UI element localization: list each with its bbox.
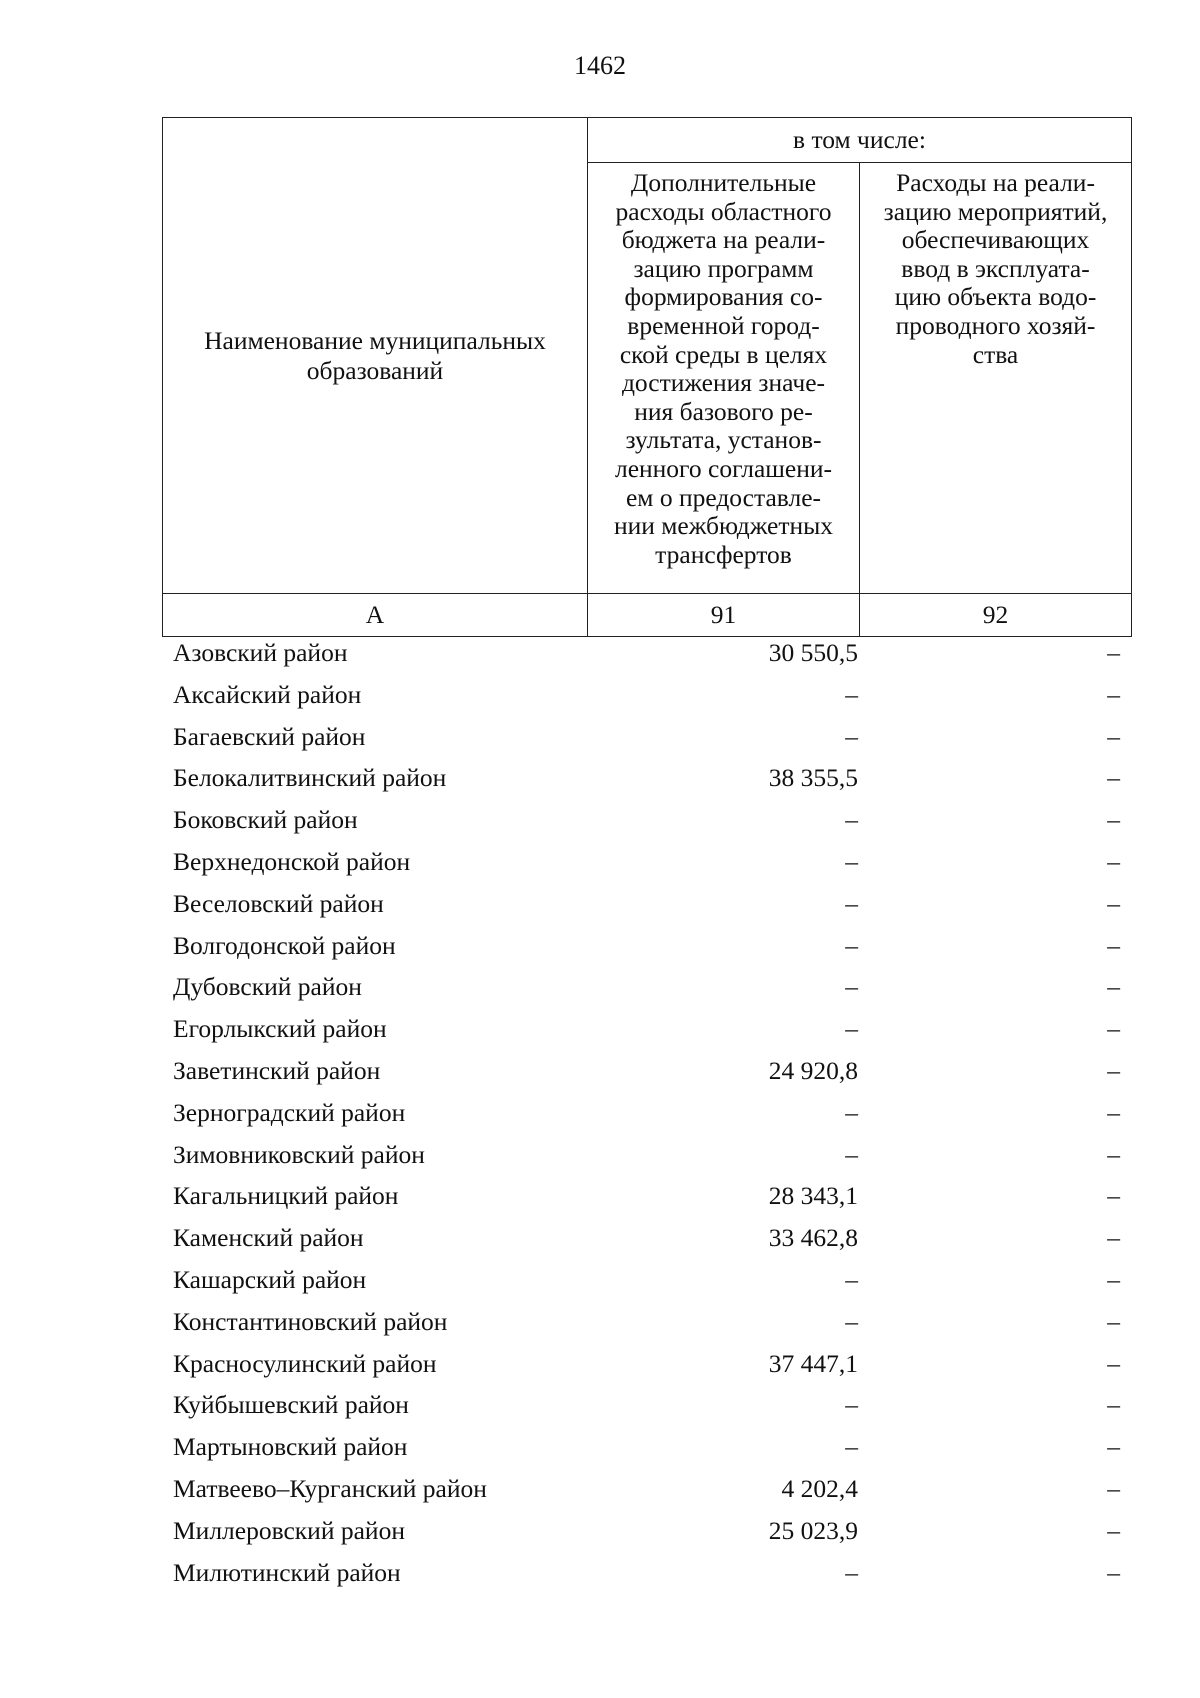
value-col-91: 24 920,8	[768, 1055, 858, 1085]
value-col-92: –	[1107, 1473, 1120, 1503]
municipality-name: Боковский район	[173, 805, 358, 835]
header-line: ленного соглашени-	[614, 453, 833, 483]
value-col-92: –	[1107, 1348, 1120, 1378]
column-index-91: 91	[588, 594, 860, 637]
value-col-92: –	[1107, 679, 1120, 709]
value-col-91: –	[845, 930, 858, 960]
value-col-91: 28 343,1	[768, 1181, 858, 1211]
value-col-92: –	[1107, 763, 1120, 793]
value-col-91: 4 202,4	[781, 1473, 858, 1503]
value-col-91: 37 447,1	[768, 1348, 858, 1378]
municipality-name: Красносулинский район	[173, 1348, 437, 1378]
value-col-91: –	[845, 679, 858, 709]
value-col-91: –	[845, 846, 858, 876]
municipality-name: Волгодонской район	[173, 930, 396, 960]
municipality-name: Милютинский район	[173, 1557, 401, 1587]
table-row	[162, 1008, 1130, 1050]
table-row	[162, 674, 1130, 716]
value-col-92: –	[1107, 1139, 1120, 1169]
value-col-91: –	[845, 1390, 858, 1420]
table-row	[162, 1468, 1130, 1510]
table-row	[162, 1092, 1130, 1134]
table-body	[162, 632, 1130, 1593]
value-col-91: –	[845, 1014, 858, 1044]
column-index-92: 92	[860, 594, 1132, 637]
municipality-name: Багаевский район	[173, 721, 366, 751]
value-col-92: –	[1107, 1181, 1120, 1211]
header-line: обеспечивающих	[901, 225, 1090, 255]
table-row	[162, 1259, 1130, 1301]
table-row	[162, 966, 1130, 1008]
value-col-92: –	[1107, 638, 1120, 667]
municipality-name: Зерноградский район	[173, 1097, 406, 1127]
table-row	[162, 1343, 1130, 1385]
header-line: ской среды в целях	[619, 339, 828, 369]
municipality-name: Каменский район	[173, 1223, 364, 1253]
municipality-name: Матвеево–Курганский район	[173, 1473, 487, 1503]
value-col-91: –	[845, 805, 858, 835]
header-line: зацию программ	[633, 253, 814, 283]
value-col-92: –	[1107, 1432, 1120, 1462]
table-row	[162, 632, 1130, 674]
municipality-name-header	[163, 118, 588, 594]
column-92-header-lines	[860, 169, 1131, 369]
municipality-name: Дубовский район	[173, 972, 362, 1002]
header-line: зацию мероприятий,	[883, 196, 1108, 226]
value-col-91: 25 023,9	[768, 1515, 858, 1545]
table-row	[162, 841, 1130, 883]
municipality-name: Кашарский район	[173, 1264, 367, 1294]
header-line: ввод в эксплуата-	[901, 253, 1090, 283]
column-index-a: А	[163, 594, 588, 637]
municipality-name: Куйбышевский район	[173, 1390, 409, 1420]
table-row	[162, 1552, 1130, 1594]
municipality-name: Азовский район	[173, 638, 348, 667]
value-col-92: –	[1107, 1223, 1120, 1253]
municipality-name: Мартыновский район	[173, 1432, 408, 1462]
municipality-name: Верхнедонской район	[173, 846, 411, 876]
table-row	[162, 1217, 1130, 1259]
table-row	[162, 1050, 1130, 1092]
value-col-92: –	[1107, 888, 1120, 918]
table-header	[162, 117, 1132, 637]
table-row	[162, 799, 1130, 841]
header-line: цию объекта водо-	[894, 282, 1097, 312]
value-col-92: –	[1107, 805, 1120, 835]
value-col-91: –	[845, 721, 858, 751]
value-col-91: 30 550,5	[768, 638, 858, 667]
value-col-92: –	[1107, 972, 1120, 1002]
header-line: Дополнительные	[630, 168, 817, 197]
column-91-header	[588, 163, 860, 594]
header-line: проводного хозяй-	[895, 310, 1096, 340]
header-line: расходы областного	[615, 196, 832, 226]
municipality-name: Константиновский район	[173, 1306, 448, 1336]
header-line: ства	[972, 339, 1019, 369]
table-row	[162, 716, 1130, 758]
value-col-91: –	[845, 1139, 858, 1169]
value-col-91: –	[845, 888, 858, 918]
table-row	[162, 925, 1130, 967]
value-col-92: –	[1107, 1264, 1120, 1294]
value-col-91: 33 462,8	[768, 1223, 858, 1253]
municipality-name-header-text: Наименование муниципальных образований	[204, 325, 546, 385]
table-row	[162, 757, 1130, 799]
value-col-92: –	[1107, 1055, 1120, 1085]
table-row	[162, 1175, 1130, 1217]
including-header: в том числе:	[588, 118, 1132, 163]
municipality-name: Заветинский район	[173, 1055, 381, 1085]
table-row	[162, 883, 1130, 925]
municipality-name: Веселовский район	[173, 888, 384, 918]
municipality-name: Зимовниковский район	[173, 1139, 425, 1169]
value-col-92: –	[1107, 1515, 1120, 1545]
header-line: Расходы на реали-	[896, 168, 1095, 197]
value-col-92: –	[1107, 1306, 1120, 1336]
header-line: ем о предоставле-	[625, 482, 822, 512]
table-row	[162, 1384, 1130, 1426]
table-row	[162, 1301, 1130, 1343]
value-col-91: –	[845, 972, 858, 1002]
header-line: достижения значе-	[621, 368, 826, 398]
value-col-92: –	[1107, 1097, 1120, 1127]
municipality-name: Кагальницкий район	[173, 1181, 399, 1211]
table-row	[162, 1510, 1130, 1552]
municipality-name: Егорлыкский район	[173, 1014, 387, 1044]
value-col-92: –	[1107, 1014, 1120, 1044]
value-col-92: –	[1107, 721, 1120, 751]
value-col-91: 38 355,5	[768, 763, 858, 793]
header-line: формирования со-	[624, 282, 823, 312]
value-col-91: –	[845, 1557, 858, 1587]
header-line: трансфертов	[655, 539, 792, 569]
table-row	[162, 1426, 1130, 1468]
value-col-92: –	[1107, 846, 1120, 876]
header-line: ния базового ре-	[634, 396, 813, 426]
column-92-header	[860, 163, 1132, 594]
header-line: нии межбюджетных	[613, 511, 834, 541]
municipality-name: Белокалитвинский район	[173, 763, 447, 793]
page-number: 1462	[574, 51, 626, 80]
column-91-header-lines	[588, 169, 859, 569]
value-col-91: –	[845, 1432, 858, 1462]
municipality-name: Миллеровский район	[173, 1515, 405, 1545]
value-col-92: –	[1107, 1390, 1120, 1420]
value-col-91: –	[845, 1306, 858, 1336]
value-col-91: –	[845, 1097, 858, 1127]
header-line: бюджета на реали-	[621, 225, 826, 255]
header-line: временной город-	[627, 310, 820, 340]
municipality-name: Аксайский район	[173, 679, 362, 709]
value-col-92: –	[1107, 930, 1120, 960]
value-col-92: –	[1107, 1557, 1120, 1587]
table-row	[162, 1134, 1130, 1176]
value-col-91: –	[845, 1264, 858, 1294]
header-line: зультата, установ-	[625, 425, 822, 455]
